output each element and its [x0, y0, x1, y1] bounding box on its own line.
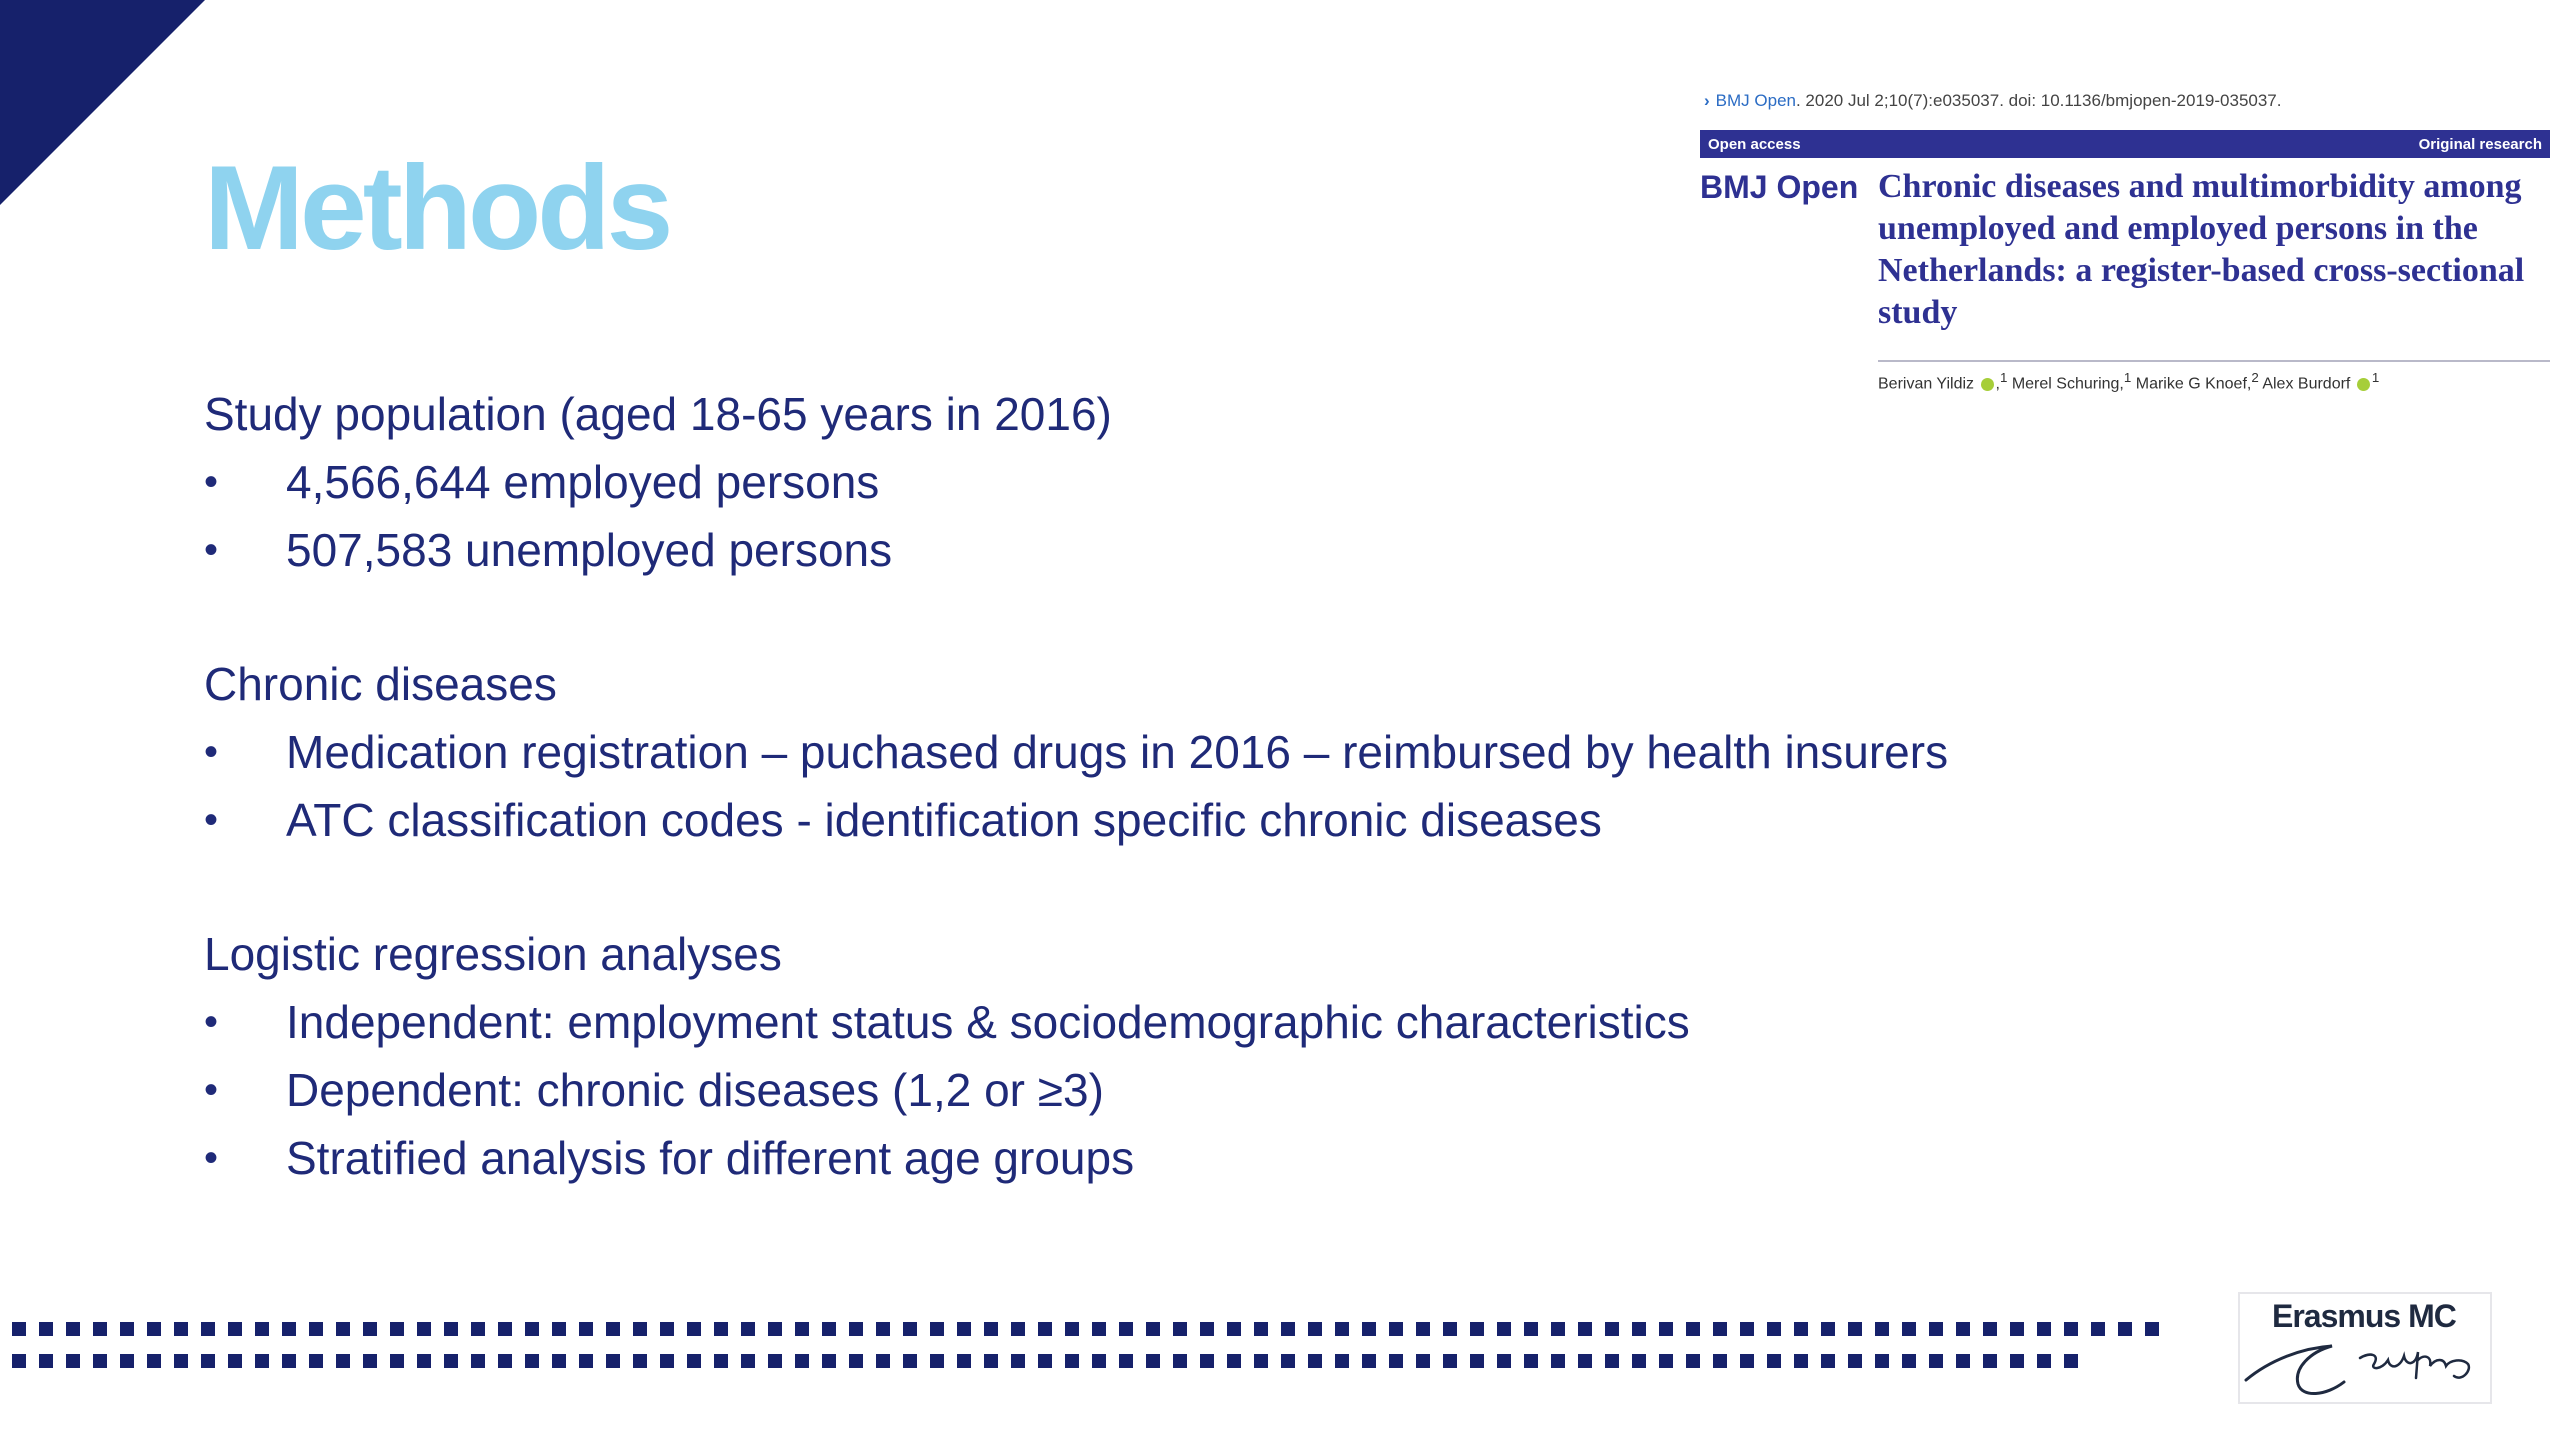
- author-affiliation: 2: [2251, 370, 2259, 385]
- author-name: Merel Schuring,: [2007, 375, 2124, 393]
- author-affiliation: 1: [1999, 370, 2008, 385]
- author-name: Marike G Knoef,: [2131, 375, 2252, 393]
- bullet-item: • Dependent: chronic diseases (1,2 or ≥3): [204, 1056, 2104, 1124]
- bullet-item: • Independent: employment status & sociodemographic characteristics: [204, 988, 2104, 1056]
- author-affiliation: 1: [2371, 370, 2380, 385]
- bullet-list: [204, 448, 2104, 584]
- author-name: Berivan Yildiz: [1878, 375, 1975, 393]
- section-study-population: [204, 380, 2104, 584]
- section-chronic-diseases: [204, 650, 2104, 854]
- slide-body: [204, 380, 2104, 1258]
- section-heading: Study population (aged 18-65 years in 2016): [204, 388, 1112, 440]
- paper-heading: [1700, 166, 2550, 334]
- orcid-icon: [2357, 378, 2370, 391]
- chevron-right-icon: ›: [1704, 91, 1710, 110]
- original-research-label: Original research: [2418, 135, 2542, 153]
- bullet-item: • ATC classification codes - identification specific chronic diseases: [204, 786, 2104, 854]
- author-sep: ,: [1995, 375, 2000, 393]
- dotted-band-bottom: [12, 1354, 2087, 1368]
- section-logistic-regression: [204, 920, 2104, 1192]
- author-affiliation: 1: [2123, 370, 2132, 385]
- journal-name: BMJ Open: [1700, 169, 1859, 205]
- paper-header: [1700, 86, 2550, 393]
- bullet-list: [204, 988, 2104, 1192]
- bullet-item: • 507,583 unemployed persons: [204, 516, 2104, 584]
- paper-access-bar: [1700, 130, 2550, 158]
- bullet-list: [204, 718, 2104, 854]
- corner-triangle-decoration: [0, 0, 205, 205]
- citation-journal-link[interactable]: BMJ Open: [1715, 91, 1796, 110]
- citation-details: . 2020 Jul 2;10(7):e035037. doi: 10.1136/bmjopen-2019-035037.: [1795, 91, 2282, 110]
- erasmus-mc-logo: [2238, 1292, 2492, 1404]
- section-heading: Chronic diseases: [204, 658, 557, 710]
- logo-signature-icon: [2240, 1294, 2490, 1402]
- paper-title: Chronic diseases and multimorbidity among unemployed and employed persons in the Netherlands: a register-based cross-sectional study: [1878, 168, 2525, 331]
- open-access-label: Open access: [1708, 135, 1801, 153]
- author-name: Alex Burdorf: [2258, 375, 2351, 393]
- slide-title: Methods: [204, 141, 670, 275]
- section-heading: Logistic regression analyses: [204, 928, 782, 980]
- dotted-band-top: [12, 1322, 2162, 1336]
- paper-citation: [1704, 86, 2550, 116]
- bullet-item: • Stratified analysis for different age groups: [204, 1124, 2104, 1192]
- logo-text: Erasmus MC: [2272, 1298, 2456, 1334]
- bullet-item: • Medication registration – puchased drugs in 2016 – reimbursed by health insurers: [204, 718, 2104, 786]
- paper-divider: [1878, 360, 2550, 362]
- bullet-item: • 4,566,644 employed persons: [204, 448, 2104, 516]
